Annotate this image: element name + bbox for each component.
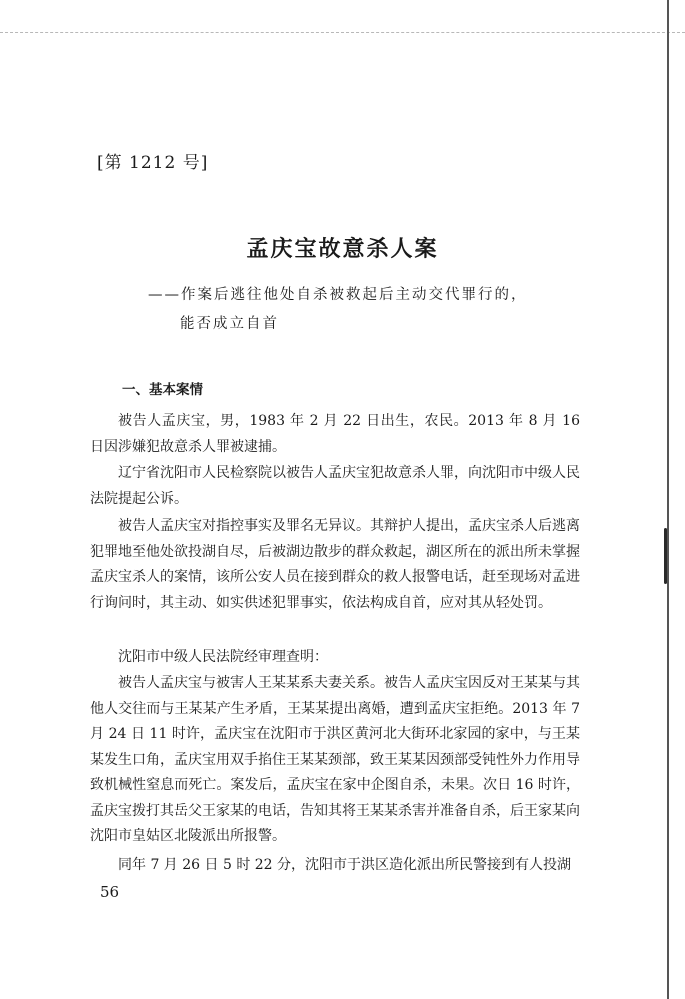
- paragraph-continuation: 同年 7 月 26 日 5 时 22 分，沈阳市于洪区造化派出所民警接到有人投湖: [118, 857, 572, 873]
- subtitle-line-2: 能否成立自首: [180, 316, 279, 332]
- paragraph-facts: 被告人孟庆宝与被害人王某某系夫妻关系。被告人孟庆宝因反对王某某与其他人交往而与王某某产生矛盾，王某某提出离婚，遭到孟庆宝拒绝。2013 年 7 月 24 日 11 时许，孟庆宝在沈阳市于洪区黄河北大街环北家园的家中，与王某某发生口角，孟庆宝用双手掐住王某某颈部，致王某某因颈部受钝性外力作用导致机械性窒息而死亡。案发后，孟庆宝在家中企图自杀，未果。次日 16 时许，孟庆宝拨打其岳父王家某的电话，告知其将王某某杀害并准备自杀，后王家某向沈阳市皇姑区北陵派出所报警。: [90, 675, 580, 844]
- case-title: 孟庆宝故意杀人案: [246, 236, 439, 262]
- page-right-border: [667, 0, 669, 999]
- header-rule: [0, 32, 685, 33]
- subtitle-line-1: ——作案后逃往他处自杀被救起后主动交代罪行的，: [148, 287, 528, 303]
- page-number: 56: [100, 883, 120, 901]
- paragraph-court-finding-intro: 沈阳市中级人民法院经审理查明：: [118, 649, 328, 665]
- section-heading: 一、基本案情: [122, 382, 203, 398]
- case-number: [第 1212 号]: [97, 153, 209, 173]
- paragraph-defense: 被告人孟庆宝对指控事实及罪名无异议。其辩护人提出，孟庆宝杀人后逃离犯罪地至他处欲投湖自尽，后被湖边散步的群众救起，湖区所在的派出所未掌握孟庆宝杀人的案情，该所公安人员在接到群众的救人报警电话，赶至现场对孟进行询问时，其主动、如实供述犯罪事实，依法构成自首，应对其从轻处罚。: [90, 518, 580, 611]
- paragraph-prosecution: 辽宁省沈阳市人民检察院以被告人孟庆宝犯故意杀人罪，向沈阳市中级人民法院提起公诉。: [90, 465, 580, 507]
- paragraph-defendant-info: 被告人孟庆宝，男，1983 年 2 月 22 日出生，农民。2013 年 8 月 16 日因涉嫌犯故意杀人罪被逮捕。: [90, 413, 580, 455]
